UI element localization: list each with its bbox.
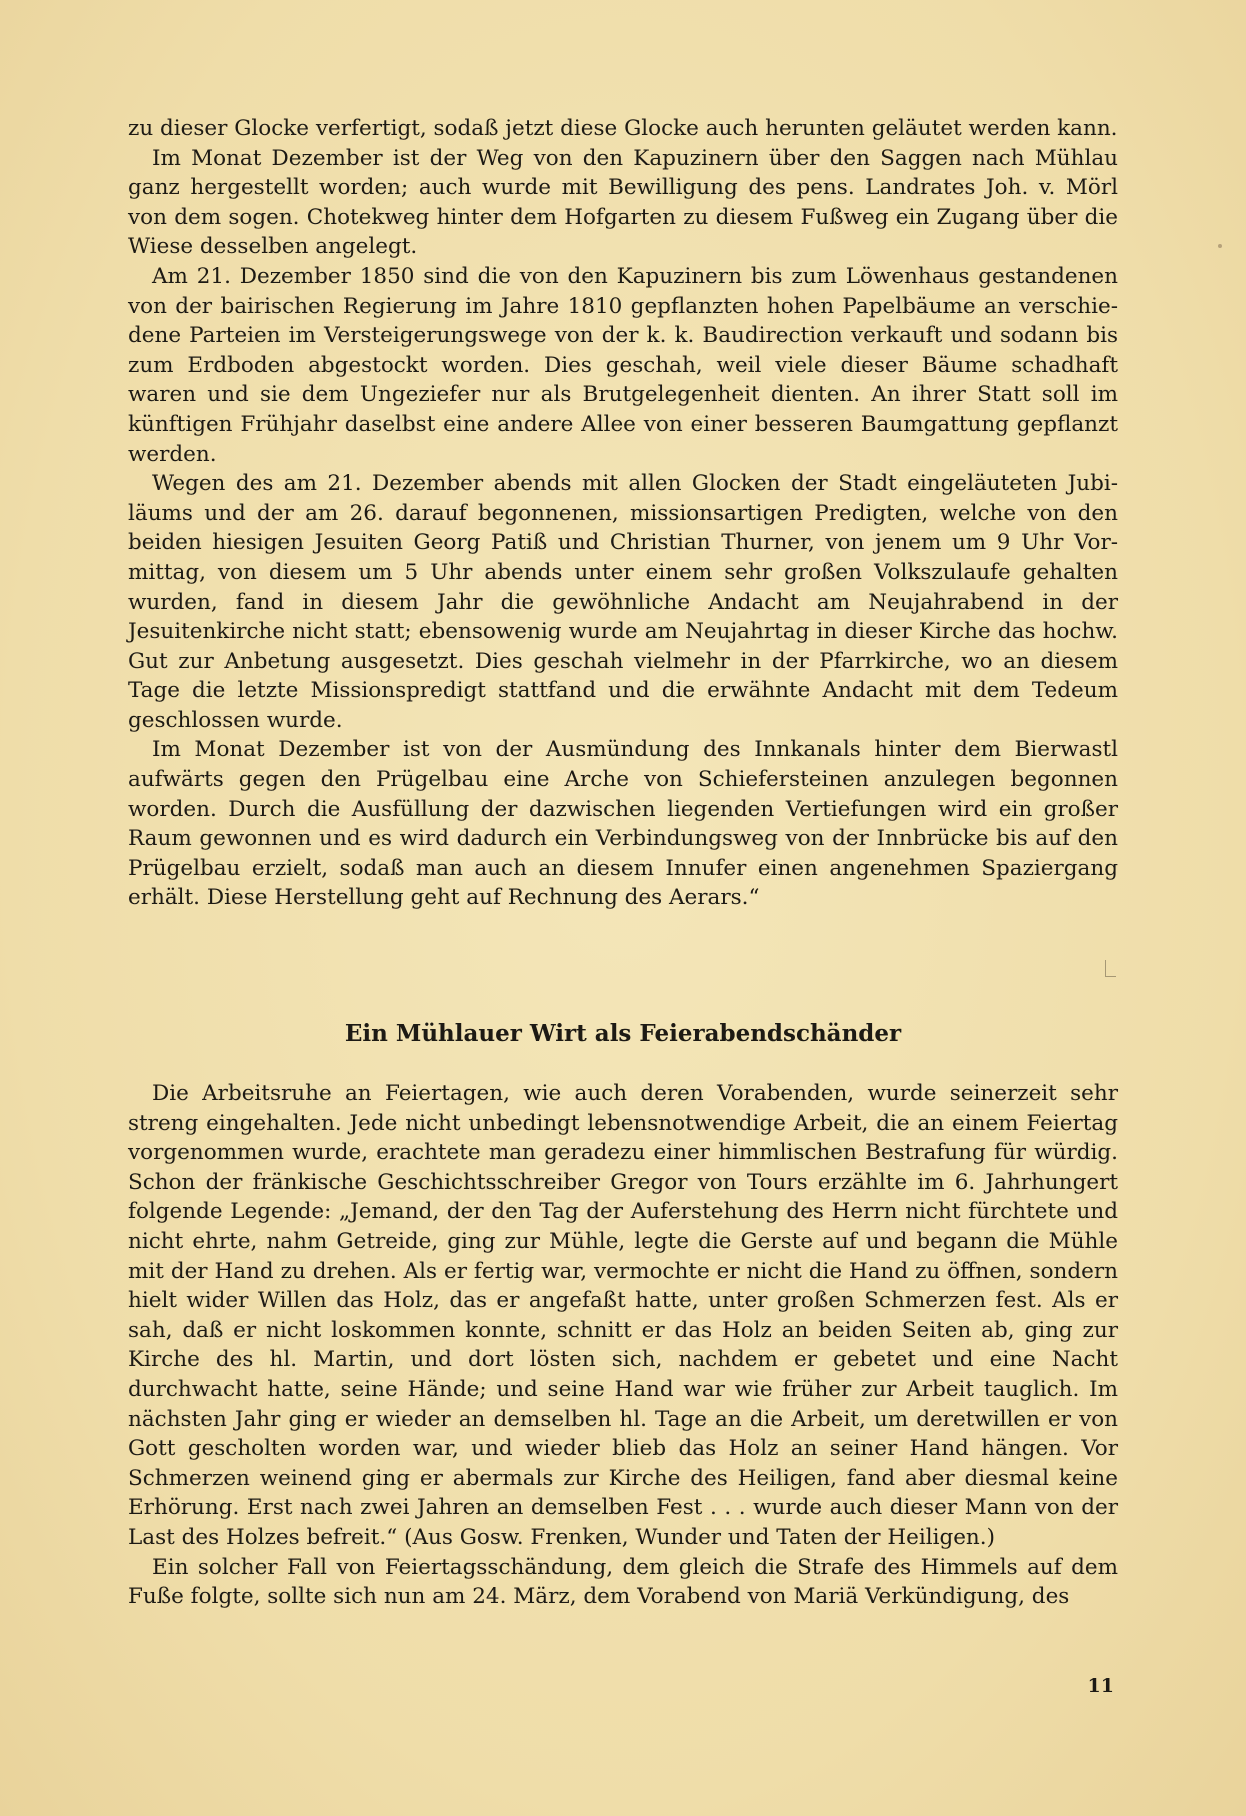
paragraph: zu dieser Glocke verfertigt, sodaß jetzt diese Glocke auch herunten geläutet werden kann. xyxy=(128,116,1118,141)
text-section-bottom xyxy=(128,1079,1118,1612)
page-number: 11 xyxy=(1087,1675,1114,1697)
paragraph: Im Monat Dezember ist von der Ausmündung des Innkanals hinter dem Bierwastl aufwärts gegen den Prügelbau eine Arche von Schiefersteinen anzulegen begonnen worden. Durch die Ausfüllung der dazwischen liegenden Vertiefungen wird ein großer Raum gewonnen und es wird dadurch ein Verbindungsweg von der Innbrücke bis auf den Prügelbau erzielt, sodaß man auch an diesem Innufer einen angenehmen Spaziergang erhält. Diese Herstellung geht auf Rechnung des Aerars.“ xyxy=(128,737,1118,911)
paper-speck xyxy=(1218,244,1222,248)
paragraph: Am 21. Dezember 1850 sind die von den Kapuzinern bis zum Löwenhaus gestandenen von der bairischen Regierung im Jahre 1810 gepflanzten hohen Papelbäume an verschiedene Parteien im Versteigerungswege von der k. k. Baudirection verkauft und sodann bis zum Erdboden abgestockt worden. Dies geschah, weil viele dieser Bäume schadhaft waren und sie dem Ungeziefer nur als Brutgelegenheit dienten. An ihrer Statt soll im künftigen Frühjahr daselbst eine andere Allee von einer besseren Baumgattung gepflanzt werden. xyxy=(128,263,1118,467)
margin-mark xyxy=(1105,960,1116,977)
paragraph: Ein solcher Fall von Feiertagsschändung, dem gleich die Strafe des Himmels auf dem Fuße folgte, sollte sich nun am 24. März, dem Vorabend von Mariä Verkündigung, des xyxy=(128,1554,1118,1610)
section-heading: Ein Mühlauer Wirt als Feierabendschänder xyxy=(344,1020,902,1047)
paragraph: Wegen des am 21. Dezember abends mit allen Glocken der Stadt eingeläuteten Jubiläums und der am 26. darauf begonnenen, missionsartigen Predigten, welche von den beiden hiesigen Jesuiten Georg Patiß und Christian Thurner, von jenem um 9 Uhr Vormittag, von diesem um 5 Uhr abends unter einem sehr großen Volkszulaufe gehalten wurden, fand in diesem Jahr die gewöhnliche Andacht am Neujahrabend in der Jesuitenkirche nicht statt; ebensowenig wurde am Neujahrtag in dieser Kirche das hochw. Gut zur Anbetung ausgesetzt. Dies geschah vielmehr in der Pfarrkirche, wo an diesem Tage die letzte Missionspredigt stattfand und die erwähnte Andacht mit dem Tedeum geschlossen wurde. xyxy=(128,471,1118,733)
paragraph: Die Arbeitsruhe an Feiertagen, wie auch deren Vorabenden, wurde seinerzeit sehr streng eingehalten. Jede nicht unbedingt lebensnotwendige Arbeit, die an einem Feiertag vorgenommen wurde, erachtete man geradezu einer himmlischen Bestrafung für würdig. Schon der fränkische Geschichtsschreiber Gregor von Tours erzählte im 6. Jahrhungert folgende Legende: „Jemand, der den Tag der Auferstehung des Herrn nicht fürchtete und nicht ehrte, nahm Getreide, ging zur Mühle, legte die Gerste auf und begann die Mühle mit der Hand zu drehen. Als er fertig war, vermochte er nicht die Hand zu öffnen, sondern hielt wider Willen das Holz, das er angefaßt hatte, unter großen Schmerzen fest. Als er sah, daß er nicht loskommen konnte, schnitt er das Holz an beiden Seiten ab, ging zur Kirche des hl. Martin, und dort lösten sich, nachdem er gebetet und eine Nacht durchwacht hatte, seine Hände; und seine Hand war wie früher zur Arbeit tauglich. Im nächsten Jahr ging er wieder an demselben hl. Tage an die Arbeit, um deretwillen er von Gott gescholten worden war, und wieder blieb das Holz an seiner Hand hängen. Vor Schmerzen weinend ging er abermals zur Kirche des Heiligen, fand aber diesmal keine Erhörung. Erst nach zwei Jahren an demselben Fest . . . wurde auch dieser Mann von der Last des Holzes befreit.“ (Aus Gosw. Frenken, Wunder und Taten der Heiligen.) xyxy=(128,1081,1118,1550)
paragraph: Im Monat Dezember ist der Weg von den Kapuzinern über den Saggen nach Mühlau ganz hergestellt worden; auch wurde mit Bewilligung des pens. Landrates Joh. v. Mörl von dem sogen. Chotekweg hinter dem Hofgarten zu diesem Fußweg ein Zugang über die Wiese desselben angelegt. xyxy=(128,145,1118,260)
text-section-top xyxy=(128,114,1118,913)
